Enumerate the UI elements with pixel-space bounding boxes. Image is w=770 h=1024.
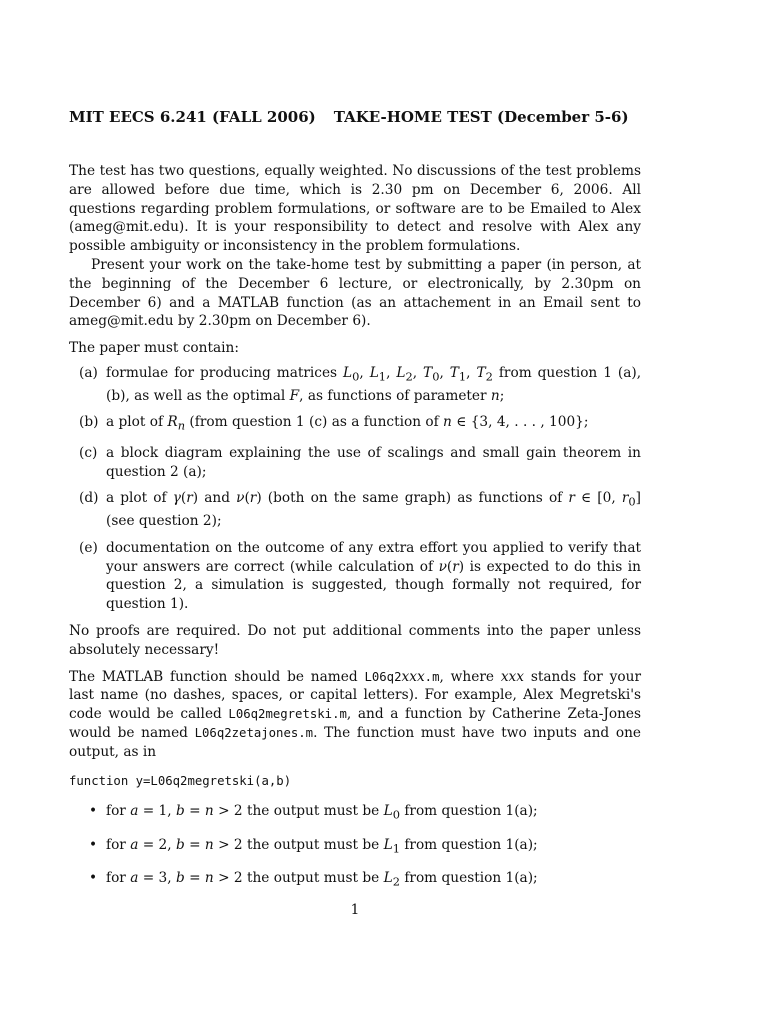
page-title bbox=[69, 108, 641, 126]
list-item: (d) a plot of γ(r) and ν(r) (both on the same graph) as functions of r ∈ [0, $r_0$] (see question 2); bbox=[79, 490, 641, 529]
paper-lead: The paper must contain: bbox=[69, 340, 239, 357]
document-body bbox=[69, 162, 641, 903]
list-item: (b) a plot of $R_n$ (from question 1 (c) as a function of n ∈ {3, 4, . . . , 100}; bbox=[79, 414, 589, 434]
proofs-note: No proofs are required. Do not put additional comments into the paper unless absolutely necessary! bbox=[69, 622, 641, 658]
code-example: function y=L06q2megretski(a,b) bbox=[69, 773, 292, 788]
bullet-icon: • bbox=[89, 803, 98, 820]
list-item: (e) documentation on the outcome of any extra effort you applied to verify that your answers are correct (while calculation of ν(r) is expected to do this in question 2, a simulation is suggested, though formally not required, for question 1). bbox=[79, 539, 641, 613]
item-label: (a) bbox=[79, 364, 98, 381]
intro-paragraph-1: The test has two questions, equally weighted. No discussions of the test problems are allowed before due time, which is 2.30 pm on December 6, 2006. All questions regarding problem formulations, or software are to be Emailed to Alex (ameg@mit.edu). It is your responsibility to detect and resolve with Alex any possible ambiguity or inconsistency in the problem formulations. bbox=[69, 163, 641, 255]
list-item: (a) formulae for producing matrices $L_0$, $L_1$, $L_2$, $T_0$, $T_1$, $T_2$ from question 1 (a),(b), as well as the optimal F, as functions of parameter n; bbox=[79, 364, 642, 404]
bullet-icon: • bbox=[89, 870, 98, 887]
course-title: MIT EECS 6.241 (FALL 2006) bbox=[69, 108, 316, 126]
list-item: (c) a block diagram explaining the use of scalings and small gain theorem in question 2 (a); bbox=[79, 444, 641, 480]
matlab-instructions: The MATLAB function should be named L06q2xxx.m, where xxx stands for your last name (no dashes, spaces, or capital letters). For example, Alex Megretski's code would be called L06q2megretski.m, and a function by Catherine Zeta-Jones would be named L06q2zetajones.m. The function must have two inputs and one output, as in bbox=[69, 668, 642, 760]
output-bullets bbox=[69, 802, 641, 892]
list-item: • for a = 1, b = n > 2 the output must be $L_0$ from question 1(a); bbox=[89, 803, 538, 823]
paper-requirements-list bbox=[69, 364, 641, 614]
list-item: • for a = 3, b = n > 2 the output must be $L_2$ from question 1(a); bbox=[89, 870, 538, 890]
item-label: (b) bbox=[79, 414, 99, 431]
test-title: TAKE-HOME TEST (December 5-6) bbox=[333, 108, 629, 126]
item-label: (e) bbox=[79, 539, 98, 556]
intro-paragraph-2: Present your work on the take-home test by submitting a paper (in person, at the beginning of the December 6 lecture, or electronically, by 2.30pm on December 6) and a MATLAB function (as an attachement in an Email sent to ameg@mit.edu by 2.30pm on December 6). bbox=[69, 256, 641, 330]
item-label: (d) bbox=[79, 490, 99, 507]
item-label: (c) bbox=[79, 444, 98, 461]
page-number: 1 bbox=[350, 902, 360, 918]
bullet-icon: • bbox=[89, 836, 98, 853]
list-item: • for a = 2, b = n > 2 the output must be $L_1$ from question 1(a); bbox=[89, 836, 538, 856]
